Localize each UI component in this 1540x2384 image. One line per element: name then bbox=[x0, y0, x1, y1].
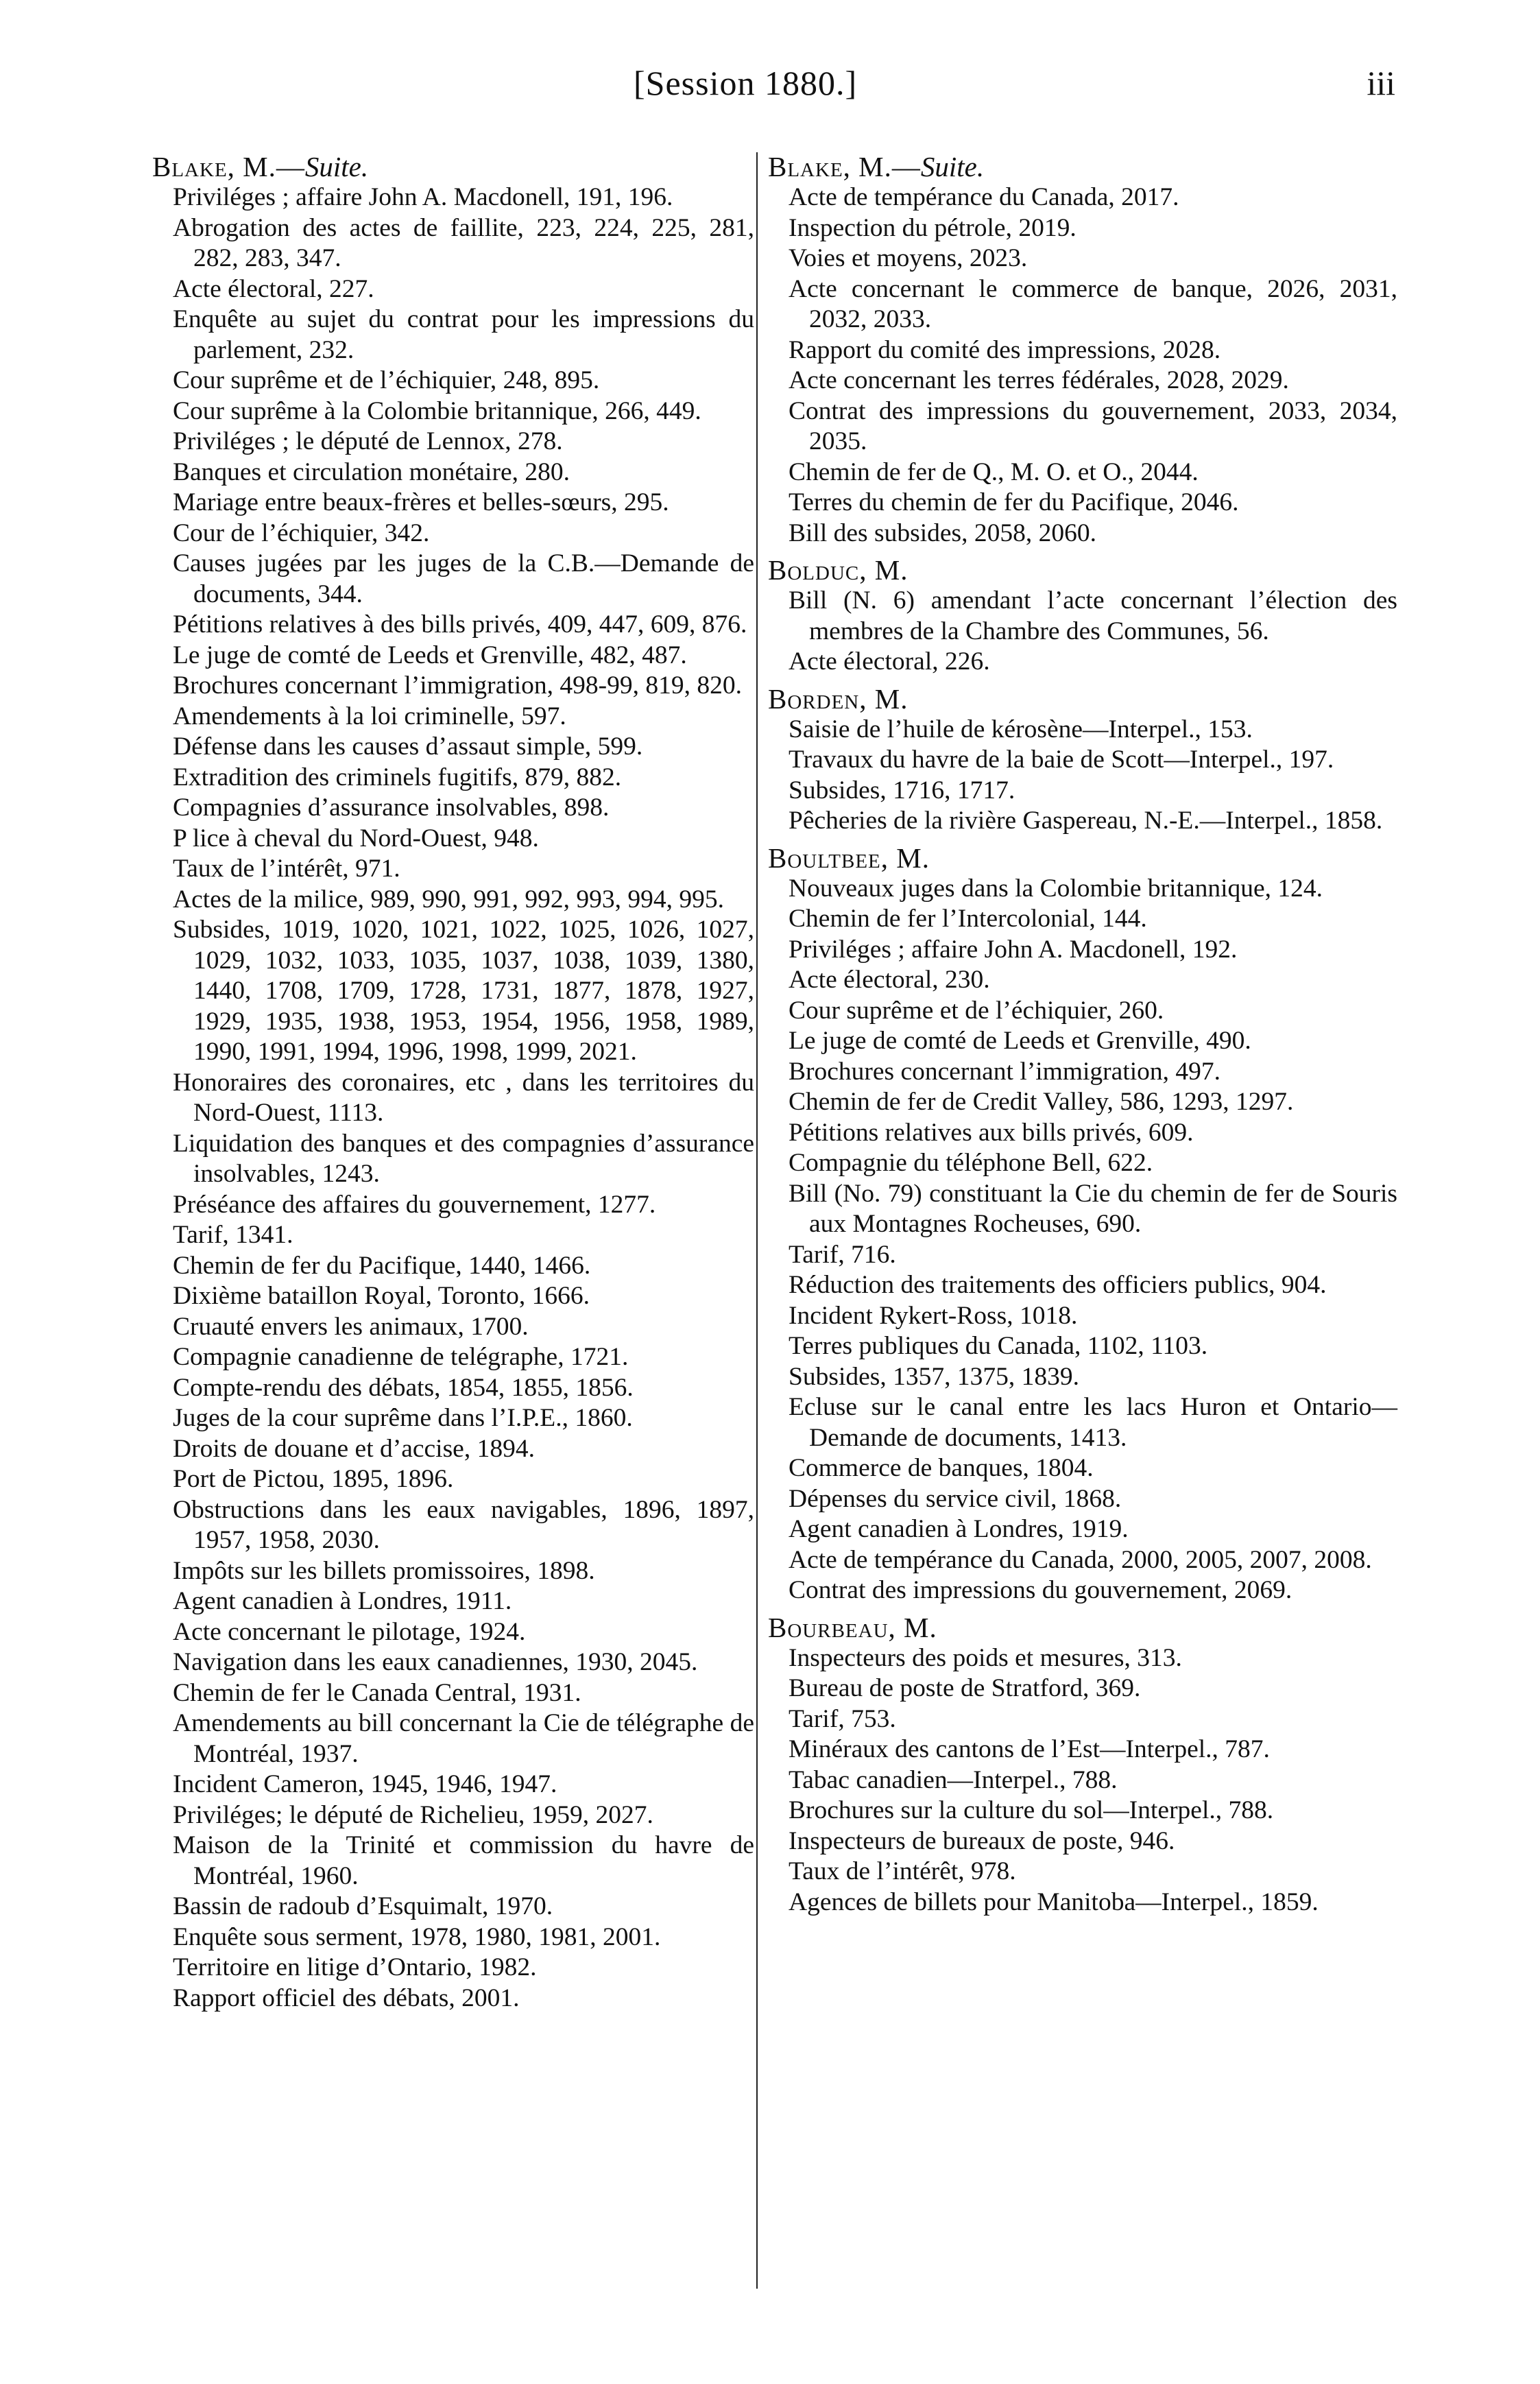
index-entry: Cour de l’échiquier, 342. bbox=[173, 518, 430, 547]
member-name-text: Blake, M. bbox=[152, 151, 276, 182]
index-entry: Chemin de fer de Credit Valley, 586, 1293, 1297. bbox=[789, 1088, 1294, 1116]
index-entry: Terres du chemin de fer du Pacifique, 2046. bbox=[789, 488, 1239, 516]
index-entry: Honoraires des coronaires, etc , dans les territoires du Nord-Ouest, 1113. bbox=[173, 1068, 754, 1127]
index-entry: Pétitions relatives à des bills privés, 409, 447, 609, 876. bbox=[173, 610, 747, 639]
index-entry: Acte concernant les terres fédérales, 2028, 2029. bbox=[789, 366, 1289, 394]
page-number: iii bbox=[1367, 64, 1395, 102]
index-entry: Acte de tempérance du Canada, 2000, 2005, 2007, 2008. bbox=[789, 1545, 1372, 1574]
index-entry: Brochures concernant l’immigration, 498-99, 819, 820. bbox=[173, 671, 743, 700]
index-entry: Contrat des impressions du gouvernement, 2069. bbox=[789, 1576, 1292, 1604]
member-name bbox=[768, 683, 1397, 715]
index-entry: Travaux du havre de la baie de Scott—Interpel., 197. bbox=[789, 746, 1334, 774]
index-entry: Acte électoral, 230. bbox=[789, 966, 990, 994]
index-entry: Le juge de comté de Leeds et Grenville, 490. bbox=[789, 1027, 1251, 1055]
index-entry: Commerce de banques, 1804. bbox=[789, 1454, 1094, 1482]
index-entry: Minéraux des cantons de l’Est—Interpel., 787. bbox=[789, 1735, 1270, 1763]
index-entry: Cour suprême et de l’échiquier, 248, 895. bbox=[173, 366, 600, 394]
index-entry: Nouveaux juges dans la Colombie britannique, 124. bbox=[789, 874, 1323, 903]
index-entry: Extradition des criminels fugitifs, 879, 882. bbox=[173, 763, 622, 791]
index-entry: Cour suprême et de l’échiquier, 260. bbox=[789, 996, 1164, 1025]
index-section bbox=[768, 554, 1397, 678]
index-entry: Subsides, 1716, 1717. bbox=[789, 776, 1015, 804]
index-entry: Incident Cameron, 1945, 1946, 1947. bbox=[173, 1770, 557, 1798]
index-entry: Acte concernant le commerce de banque, 2026, 2031, 2032, 2033. bbox=[789, 274, 1397, 333]
index-entry: Priviléges; le député de Richelieu, 1959, 2027. bbox=[173, 1800, 653, 1829]
index-entry: Compagnie du téléphone Bell, 622. bbox=[789, 1149, 1153, 1177]
member-name bbox=[768, 1612, 1397, 1643]
member-name bbox=[768, 842, 1397, 874]
index-entry: Contrat des impressions du gouvernement, 2033, 2034, 2035. bbox=[789, 396, 1397, 455]
index-entry: Priviléges ; le député de Lennox, 278. bbox=[173, 427, 563, 455]
index-entry: Subsides, 1019, 1020, 1021, 1022, 1025, 1026, 1027, 1029, 1032, 1033, 1035, 1037, 1038, 1039, 1380, 1440, 1708, 1709, 1728, 1731, 1877, 1878, 1927, 1929, 1935, 1938, 1953, 1954, 1956, 1958, 1989, 1990, 1991, 1994, 1996, 1998, 1999, 2021. bbox=[173, 916, 754, 1066]
index-entry: Tabac canadien—Interpel., 788. bbox=[789, 1765, 1118, 1794]
member-name-text: Blake, M. bbox=[768, 151, 892, 182]
index-entry: Acte concernant le pilotage, 1924. bbox=[173, 1617, 526, 1646]
member-name bbox=[768, 554, 1397, 586]
index-column-left bbox=[152, 151, 754, 2014]
index-entry: Liquidation des banques et des compagnies d’assurance insolvables, 1243. bbox=[173, 1129, 754, 1188]
index-entry: Saisie de l’huile de kérosène—Interpel., 153. bbox=[789, 715, 1253, 743]
index-entry: Territoire en litige d’Ontario, 1982. bbox=[173, 1953, 537, 1981]
index-entry: Dixième bataillon Royal, Toronto, 1666. bbox=[173, 1282, 590, 1310]
index-entry: Agences de billets pour Manitoba—Interpel., 1859. bbox=[789, 1887, 1319, 1916]
index-entry: Priviléges ; affaire John A. Macdonell, 191, 196. bbox=[173, 183, 673, 211]
suite-label: Suite. bbox=[304, 151, 369, 182]
index-entry: Bassin de radoub d’Esquimalt, 1970. bbox=[173, 1892, 553, 1920]
index-entry: Priviléges ; affaire John A. Macdonell, 192. bbox=[789, 935, 1238, 964]
index-section bbox=[152, 151, 754, 2014]
index-entry: Inspection du pétrole, 2019. bbox=[789, 213, 1076, 242]
index-entry: Le juge de comté de Leeds et Grenville, 482, 487. bbox=[173, 641, 687, 669]
index-entry: Acte de tempérance du Canada, 2017. bbox=[789, 183, 1179, 211]
index-section bbox=[768, 842, 1397, 1606]
index-entry: Compagnies d’assurance insolvables, 898. bbox=[173, 794, 610, 822]
index-entry: P lice à cheval du Nord-Ouest, 948. bbox=[173, 824, 539, 853]
index-entry: Tarif, 1341. bbox=[173, 1221, 293, 1249]
index-entry: Bureau de poste de Stratford, 369. bbox=[789, 1674, 1141, 1702]
index-entry: Chemin de fer le Canada Central, 1931. bbox=[173, 1678, 581, 1707]
member-name-text: Boultbee, M. bbox=[768, 842, 930, 874]
index-entry: Taux de l’intérêt, 971. bbox=[173, 855, 400, 883]
index-entry: Enquête sous serment, 1978, 1980, 1981, 2001. bbox=[173, 1922, 661, 1951]
index-entry: Rapport du comité des impressions, 2028. bbox=[789, 335, 1221, 364]
index-entry: Navigation dans les eaux canadiennes, 1930, 2045. bbox=[173, 1648, 698, 1676]
index-section bbox=[768, 683, 1397, 837]
session-heading: [Session 1880.] bbox=[634, 64, 858, 102]
index-entry: Compagnie canadienne de telégraphe, 1721. bbox=[173, 1343, 629, 1371]
member-name-text: Bourbeau, M. bbox=[768, 1611, 937, 1643]
index-entry: Agent canadien à Londres, 1911. bbox=[173, 1587, 512, 1615]
index-entry: Chemin de fer du Pacifique, 1440, 1466. bbox=[173, 1251, 591, 1280]
suite-dash: — bbox=[276, 151, 305, 182]
index-entry: Abrogation des actes de faillite, 223, 224, 225, 281, 282, 283, 347. bbox=[173, 213, 754, 272]
index-entry: Chemin de fer l’Intercolonial, 144. bbox=[789, 905, 1147, 933]
index-entry: Bill des subsides, 2058, 2060. bbox=[789, 518, 1096, 547]
member-name bbox=[152, 151, 754, 182]
index-entry: Port de Pictou, 1895, 1896. bbox=[173, 1465, 454, 1493]
index-entry: Acte électoral, 227. bbox=[173, 274, 374, 303]
index-entry: Agent canadien à Londres, 1919. bbox=[789, 1515, 1129, 1543]
index-entry: Compte-rendu des débats, 1854, 1855, 1856. bbox=[173, 1373, 634, 1402]
index-entry: Ecluse sur le canal entre les lacs Huron et Ontario—Demande de documents, 1413. bbox=[789, 1393, 1397, 1452]
index-entry: Bill (No. 79) constituant la Cie du chemin de fer de Souris aux Montagnes Rocheuses, 690. bbox=[789, 1179, 1397, 1238]
index-entry: Bill (N. 6) amendant l’acte concernant l’élection des membres de la Chambre des Communes, 56. bbox=[789, 586, 1397, 645]
index-entry: Mariage entre beaux-frères et belles-sœurs, 295. bbox=[173, 488, 669, 516]
index-entry: Brochures sur la culture du sol—Interpel., 788. bbox=[789, 1796, 1274, 1824]
index-entry: Préséance des affaires du gouvernement, 1277. bbox=[173, 1190, 656, 1219]
index-entry: Voies et moyens, 2023. bbox=[789, 244, 1028, 272]
index-entry: Tarif, 716. bbox=[789, 1240, 896, 1269]
index-entry: Cour suprême à la Colombie britannique, 266, 449. bbox=[173, 396, 701, 425]
index-entry: Taux de l’intérêt, 978. bbox=[789, 1857, 1016, 1885]
index-entry: Maison de la Trinité et commission du havre de Montréal, 1960. bbox=[173, 1831, 754, 1890]
index-entry: Inspecteurs de bureaux de poste, 946. bbox=[789, 1826, 1175, 1855]
index-entry: Chemin de fer de Q., M. O. et O., 2044. bbox=[789, 457, 1199, 486]
index-entry: Pétitions relatives aux bills privés, 609. bbox=[789, 1118, 1194, 1147]
index-entry: Réduction des traitements des officiers publics, 904. bbox=[789, 1271, 1327, 1299]
index-entry: Obstructions dans les eaux navigables, 1896, 1897, 1957, 1958, 2030. bbox=[173, 1495, 754, 1554]
member-name bbox=[768, 151, 1397, 182]
index-entry: Subsides, 1357, 1375, 1839. bbox=[789, 1362, 1079, 1391]
index-entry: Droits de douane et d’accise, 1894. bbox=[173, 1434, 535, 1463]
index-section bbox=[768, 1612, 1397, 1918]
index-entry: Amendements au bill concernant la Cie de télégraphe de Montréal, 1937. bbox=[173, 1709, 754, 1768]
index-entry: Rapport officiel des débats, 2001. bbox=[173, 1983, 520, 2012]
member-name-text: Borden, M. bbox=[768, 682, 909, 715]
index-entry: Acte électoral, 226. bbox=[789, 647, 990, 676]
index-entry: Brochures concernant l’immigration, 497. bbox=[789, 1057, 1221, 1086]
suite-dash: — bbox=[891, 151, 921, 182]
index-entry: Pêcheries de la rivière Gaspereau, N.-E.—Interpel., 1858. bbox=[789, 807, 1383, 835]
index-entry: Impôts sur les billets promissoires, 1898. bbox=[173, 1556, 595, 1585]
page-header bbox=[0, 63, 1540, 111]
index-entry: Banques et circulation monétaire, 280. bbox=[173, 457, 570, 486]
index-column-right bbox=[768, 151, 1397, 1918]
index-entry: Cruauté envers les animaux, 1700. bbox=[173, 1312, 529, 1341]
index-entry: Terres publiques du Canada, 1102, 1103. bbox=[789, 1332, 1208, 1360]
index-entry: Causes jugées par les juges de la C.B.—Demande de documents, 344. bbox=[173, 549, 754, 608]
suite-label: Suite. bbox=[920, 151, 985, 182]
index-entry: Juges de la cour suprême dans l’I.P.E., 1860. bbox=[173, 1404, 633, 1432]
member-name-text: Bolduc, M. bbox=[768, 554, 909, 586]
index-entry: Défense dans les causes d’assaut simple, 599. bbox=[173, 732, 643, 761]
index-section bbox=[768, 151, 1397, 549]
column-divider bbox=[756, 152, 758, 2289]
index-entry: Actes de la milice, 989, 990, 991, 992, 993, 994, 995. bbox=[173, 885, 725, 914]
index-entry: Dépenses du service civil, 1868. bbox=[789, 1484, 1122, 1513]
index-entry: Incident Rykert-Ross, 1018. bbox=[789, 1301, 1078, 1330]
index-entry: Tarif, 753. bbox=[789, 1704, 896, 1733]
index-entry: Inspecteurs des poids et mesures, 313. bbox=[789, 1643, 1182, 1672]
index-entry: Enquête au sujet du contrat pour les impressions du parlement, 232. bbox=[173, 305, 754, 364]
index-entry: Amendements à la loi criminelle, 597. bbox=[173, 702, 566, 730]
